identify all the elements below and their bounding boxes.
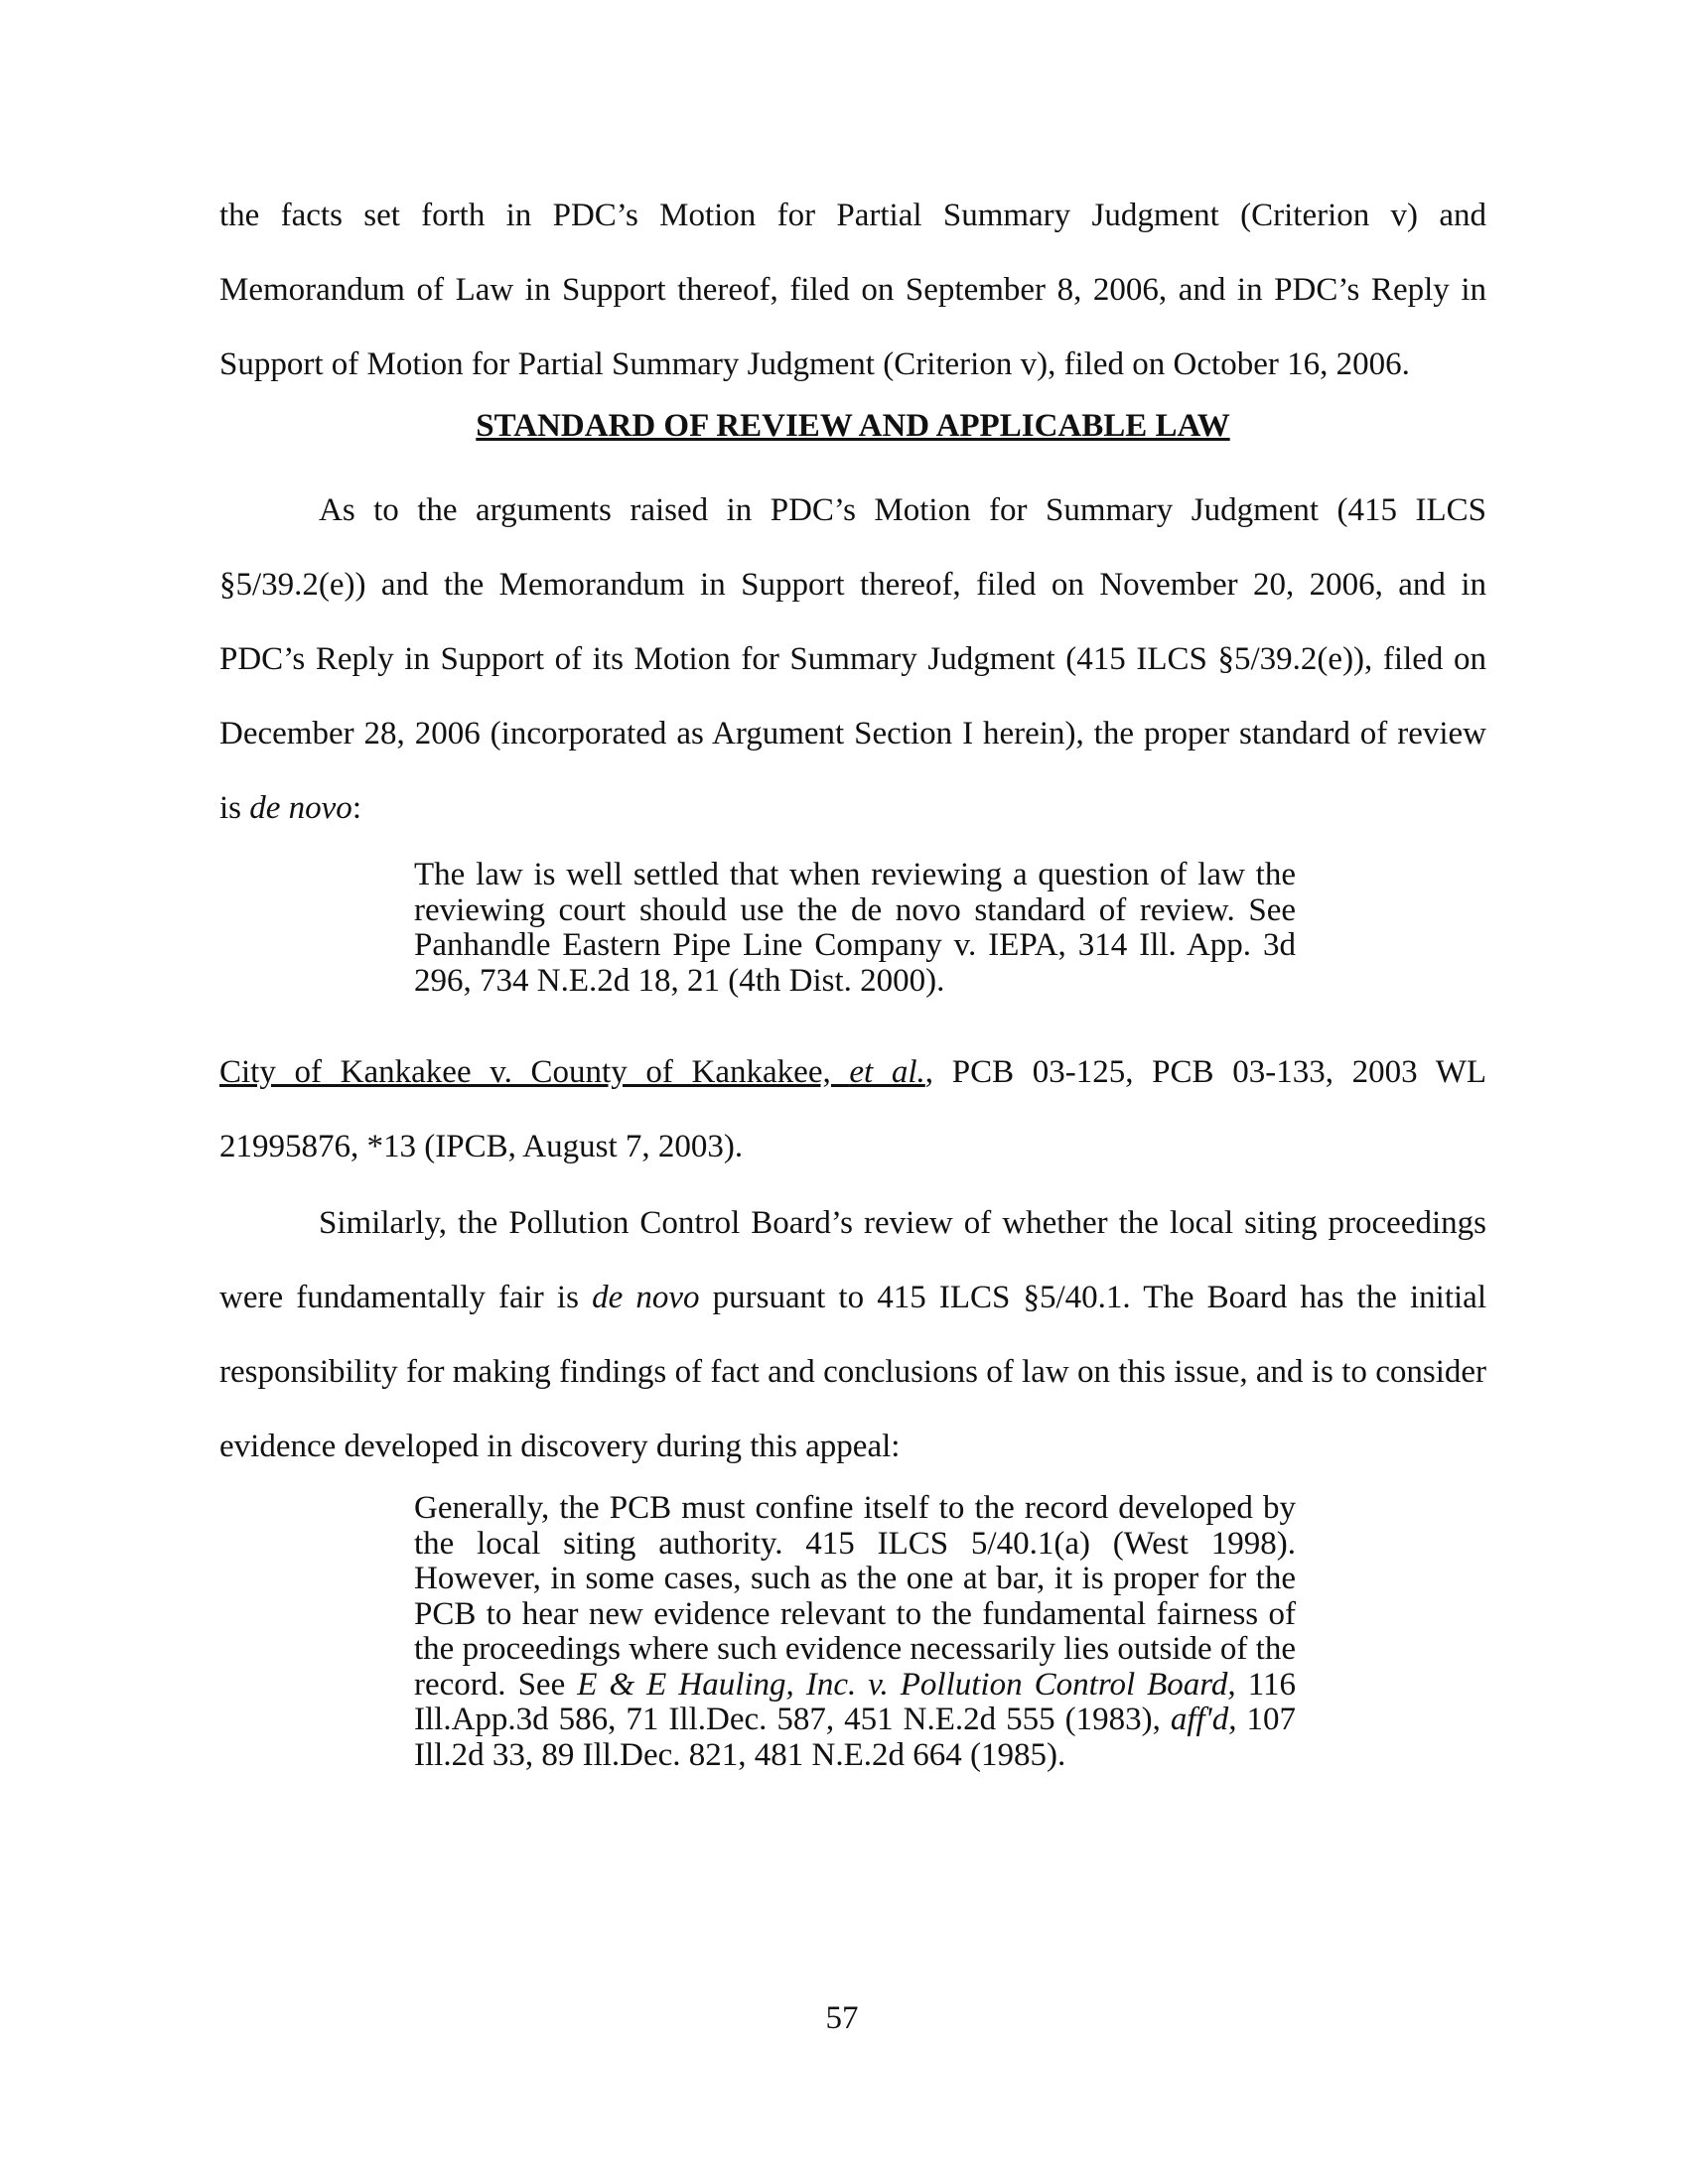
paragraph-3-part-1: Similarly, the Pollution Control Board’s review of whether the local siting proceedings were fundamentally fair is xyxy=(219,1205,1486,1315)
citation-rest: , PCB 03-125, PCB 03-133, 2003 WL 21995876, *13 (IPCB, August 7, 2003). xyxy=(219,1054,1487,1164)
paragraph-1-text: the facts set forth in PDC’s Motion for Partial Summary Judgment (Criterion v) and Memorandum of Law in Support thereof, filed on September 8, 2006, and in PDC’s Reply in Support of Motion for Partial Summary Judgment (Criterion v), filed on October 16, 2006. xyxy=(219,198,1486,382)
citation-case-name: City of Kankakee v. County of Kankakee, xyxy=(219,1054,850,1090)
quote-2-part-3: 107 Ill.2d 33, 89 Ill.Dec. 821, 481 N.E.2d 664 (1985). xyxy=(414,1702,1297,1773)
paragraph-2-tail: : xyxy=(351,790,361,826)
block-quote-1 xyxy=(414,858,1296,999)
paragraph-3-part-2: pursuant to 415 ILCS §5/40.1. The Board has the initial responsibility for making findings of fact and conclusions of law on this issue, and is to consider evidence developed in discovery during this appeal: xyxy=(219,1280,1486,1464)
quote-2-affd-italic: aff'd, xyxy=(1170,1702,1237,1737)
page-number: 57 xyxy=(825,2000,859,2036)
quote-2-part-1: Generally, the PCB must confine itself to the record developed by the local siting authority. 415 ILCS 5/40.1(a) (West 1998). However, in some cases, such as the one at bar, it is proper for the PCB to hear new evidence relevant to the fundamental fairness of the proceedings where such evidence necessarily lies outside of the record. See xyxy=(414,1490,1296,1703)
quote-2-part-2: 116 Ill.App.3d 586, 71 Ill.Dec. 587, 451 N.E.2d 555 (1983), xyxy=(414,1666,1297,1737)
citation-et-al: et al. xyxy=(849,1054,925,1090)
paragraph-standard-of-review xyxy=(219,474,1486,846)
citation-paragraph xyxy=(219,1035,1486,1184)
paragraph-3-italic: de novo xyxy=(592,1280,700,1315)
quote-1-text: The law is well settled that when reviewing a question of law the reviewing court should use the de novo standard of review. See Panhandle Eastern Pipe Line Company v. IEPA, 314 Ill. App. 3d 296, 734 N.E.2d 18, 21 (4th Dist. 2000). xyxy=(414,857,1296,999)
block-quote-2 xyxy=(414,1491,1296,1773)
paragraph-fundamental-fairness xyxy=(219,1186,1486,1484)
paragraph-continuation xyxy=(219,179,1486,402)
paragraph-2-italic: de novo xyxy=(249,790,352,826)
section-heading: STANDARD OF REVIEW AND APPLICABLE LAW xyxy=(476,408,1230,444)
quote-2-case-italic: E & E Hauling, Inc. v. Pollution Control Board, xyxy=(577,1666,1236,1703)
paragraph-2-text: As to the arguments raised in PDC’s Motion for Summary Judgment (415 ILCS §5/39.2(e)) and the Memorandum in Support thereof, filed on November 20, 2006, and in PDC’s Reply in Support of its Motion for Summary Judgment (415 ILCS §5/39.2(e)), filed on December 28, 2006 (incorporated as Argument Section I herein), the proper standard of review is xyxy=(219,492,1486,826)
